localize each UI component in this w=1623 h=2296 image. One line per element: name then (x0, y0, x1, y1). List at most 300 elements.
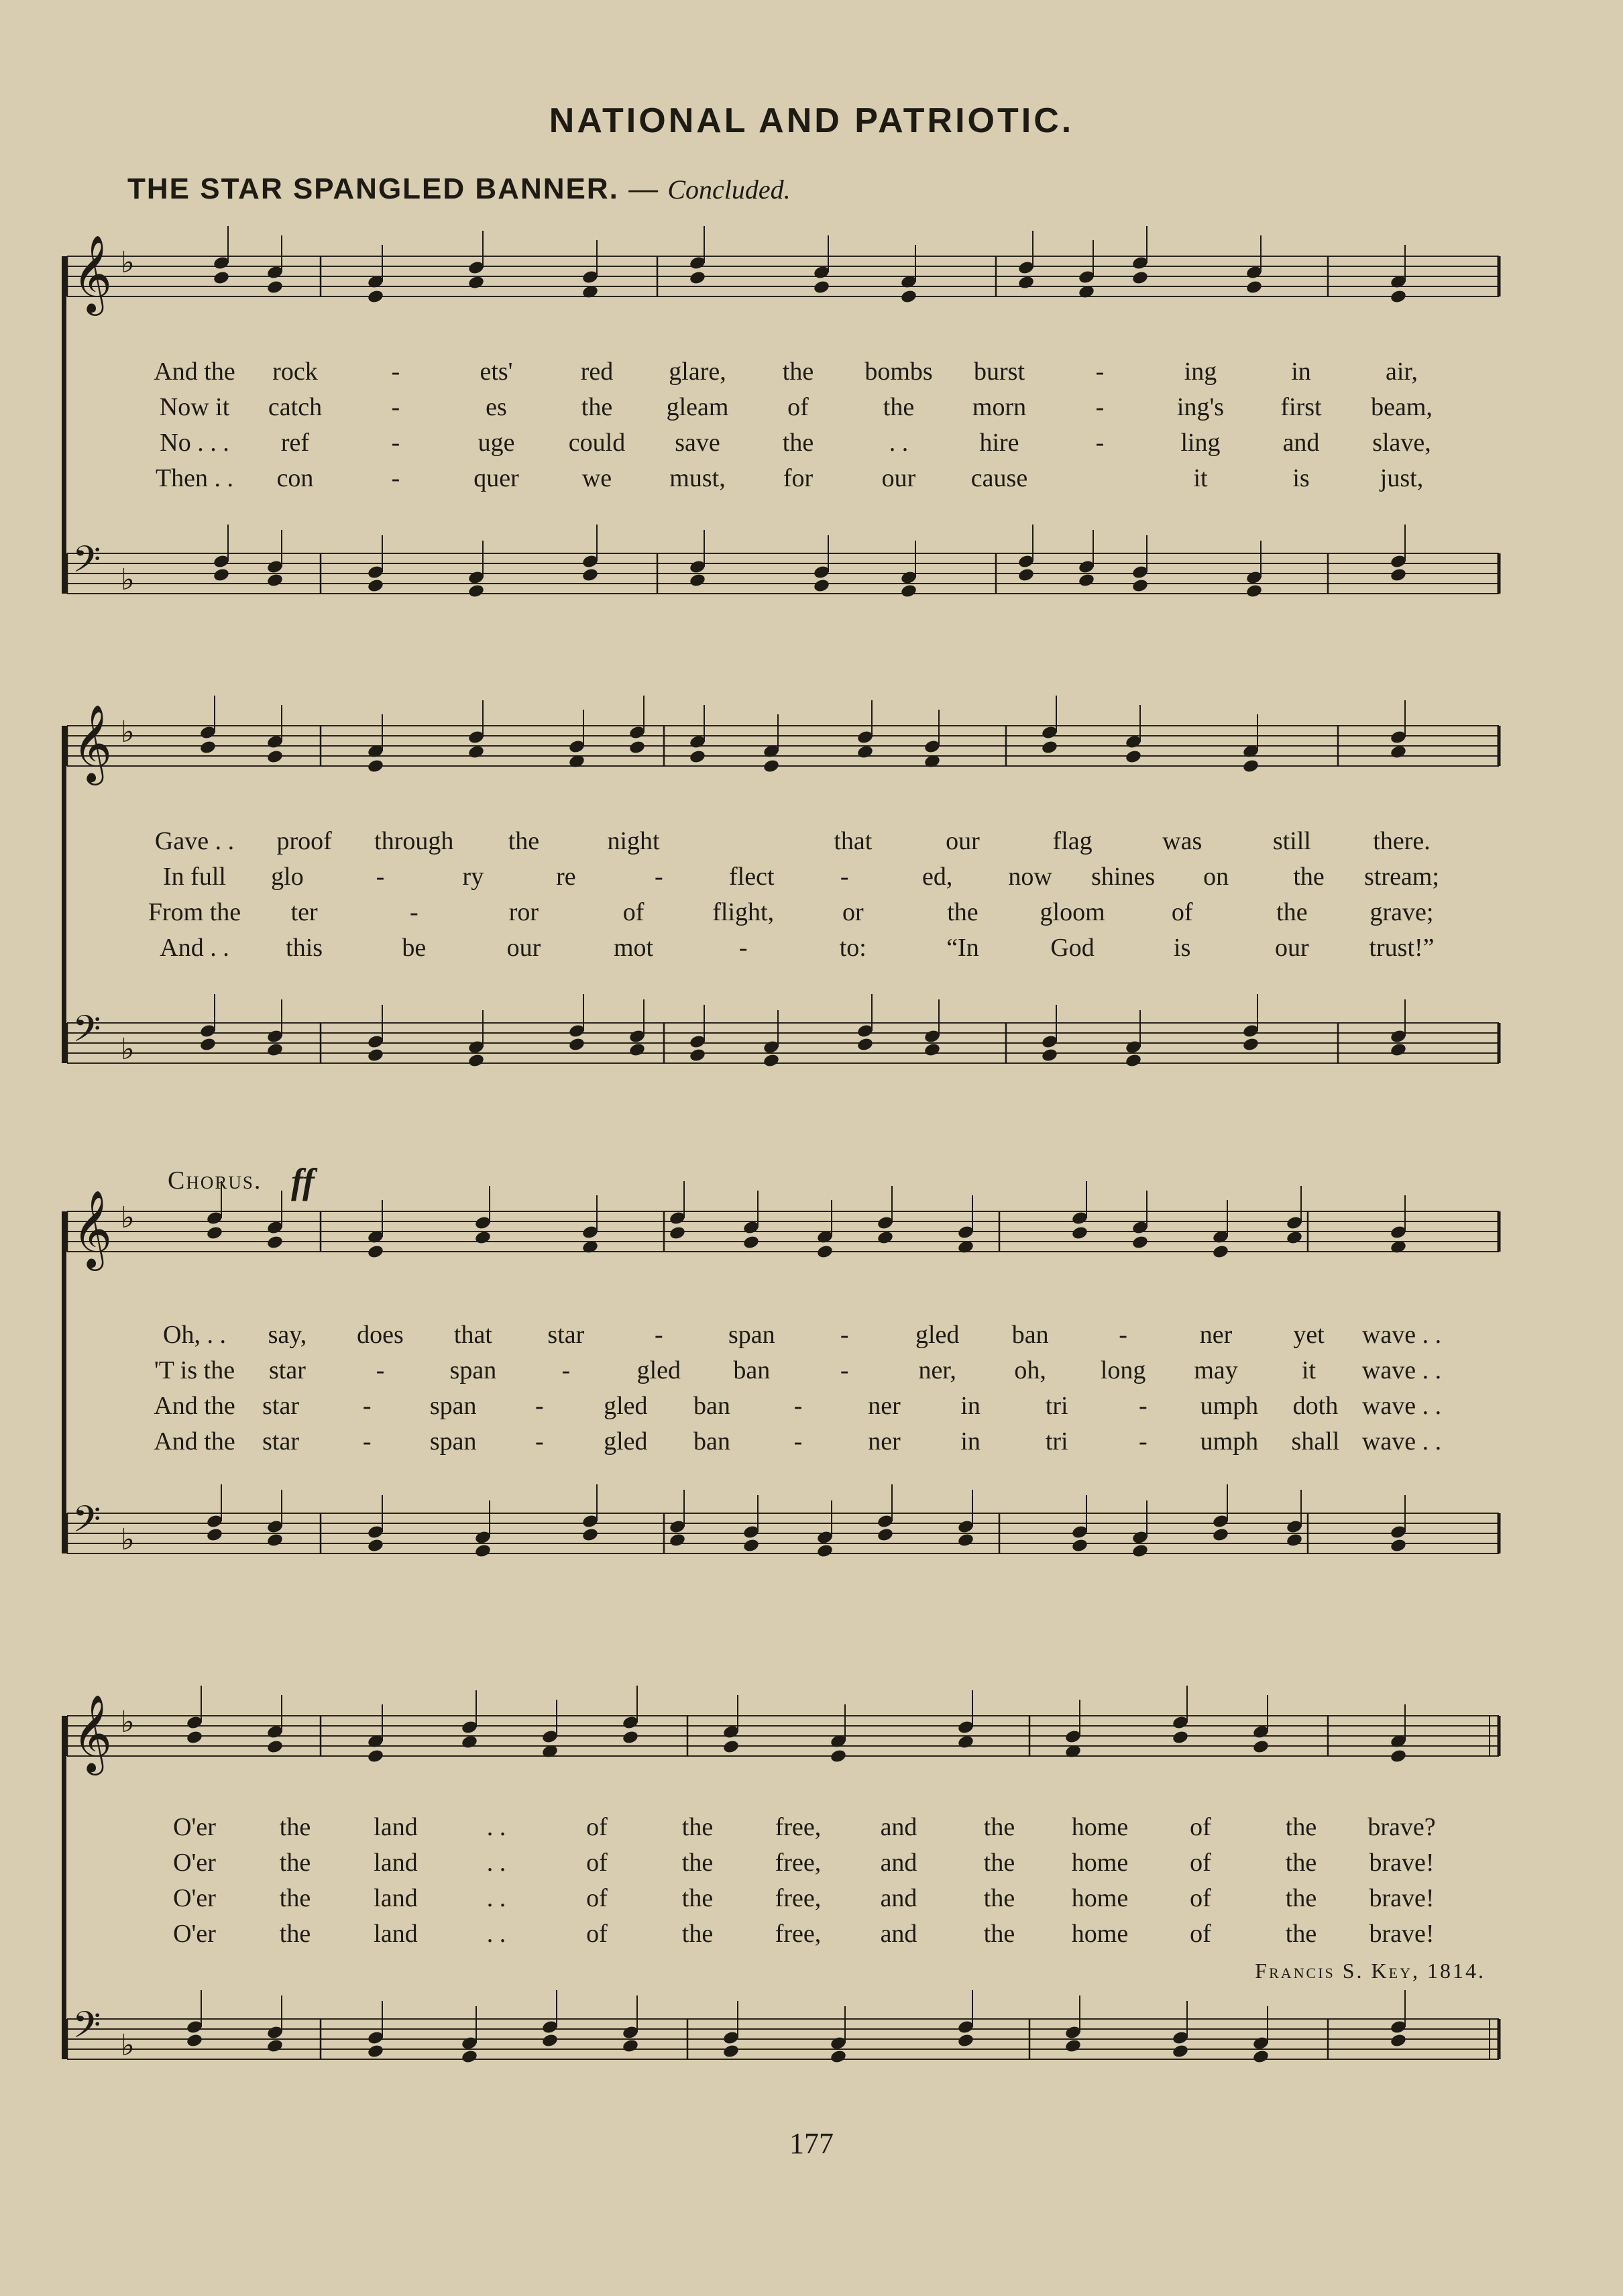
lyric-syllable: we (581, 464, 612, 492)
lyric-syllable: span (429, 1427, 477, 1456)
lyric-syllable: cause (970, 464, 1028, 492)
lyric-syllable: our (506, 934, 541, 962)
flat-icon: ♭ (121, 1201, 135, 1235)
lyric-syllable: first (1280, 393, 1322, 421)
lyric-syllable: ban (693, 1392, 730, 1420)
lyric-syllable: - (362, 1427, 372, 1456)
lyric-verse-3 (0, 427, 1623, 459)
note-head (689, 749, 706, 765)
note-head (900, 584, 917, 599)
flat-icon: ♭ (121, 563, 135, 597)
note-head (622, 2038, 639, 2054)
lyric-syllable: slave, (1372, 429, 1431, 457)
lyric-syllable: O'er (173, 1813, 216, 1841)
lyric-syllable: through (374, 827, 454, 855)
lyric-syllable: the (581, 393, 613, 421)
lyric-syllable: ner (868, 1392, 901, 1420)
lyric-syllable: on (1203, 863, 1229, 891)
lyric-syllable: ror (508, 898, 539, 926)
lyric-syllable: the (1276, 898, 1308, 926)
lyric-syllable: home (1071, 1884, 1129, 1912)
lyric-syllable: - (561, 1356, 571, 1384)
lyric-syllable: brave! (1369, 1849, 1435, 1877)
lyric-syllable: In full (163, 863, 226, 891)
bass-clef-icon: 𝄢 (72, 1498, 101, 1549)
lyric-syllable: uge (478, 429, 515, 457)
lyric-syllable: free, (775, 1884, 822, 1912)
lyric-syllable: the (883, 393, 915, 421)
lyric-syllable: and (880, 1813, 917, 1841)
lyric-syllable: that (834, 827, 873, 855)
lyric-syllable: - (793, 1427, 803, 1456)
lyric-syllable: land (374, 1813, 418, 1841)
lyric-syllable: flag (1052, 827, 1093, 855)
note-head (622, 1730, 639, 1745)
lyric-syllable: in (960, 1392, 981, 1420)
lyric-syllable: the (947, 898, 978, 926)
lyric-syllable: - (840, 863, 849, 891)
lyric-syllable: the (681, 1813, 714, 1841)
lyric-syllable: in (960, 1427, 981, 1456)
note-head (1242, 1037, 1260, 1052)
note-head (467, 584, 485, 599)
lyric-syllable: rock (272, 358, 318, 386)
lyric-syllable: the (782, 429, 814, 457)
lyric-syllable: bombs (864, 358, 933, 386)
lyric-syllable: home (1071, 1813, 1129, 1841)
composer-credit: Francis S. Key, 1814. (1255, 1959, 1486, 1983)
lyric-verse-2 (0, 1354, 1623, 1386)
lyric-syllable: . . (486, 1849, 506, 1877)
lyric-syllable: the (1293, 863, 1325, 891)
lyric-syllable: free, (775, 1920, 822, 1948)
lyric-syllable: ter (290, 898, 318, 926)
lyric-syllable: - (793, 1392, 803, 1420)
note-head (186, 2033, 203, 2048)
note-head (1390, 289, 1407, 305)
lyric-syllable: ry (462, 863, 484, 891)
note-head (1252, 1739, 1270, 1755)
lyric-syllable: gled (636, 1356, 681, 1384)
note-head (1131, 270, 1149, 286)
note-head (367, 2044, 384, 2059)
note-head (1125, 749, 1142, 765)
lyric-syllable: God (1050, 934, 1095, 962)
note-head (856, 1037, 874, 1052)
note-head (1172, 1730, 1189, 1745)
lyric-verse-1 (0, 1811, 1623, 1843)
note-head (1390, 745, 1407, 760)
lyric-syllable: our (1275, 934, 1309, 962)
lyric-verse-2 (0, 1847, 1623, 1879)
flat-icon: ♭ (121, 245, 135, 280)
lyric-syllable: es (486, 393, 507, 421)
lyric-syllable: ban (733, 1356, 771, 1384)
lyric-syllable: is (1174, 934, 1191, 962)
lyric-syllable: long (1100, 1356, 1146, 1384)
treble-clef-icon: 𝄞 (72, 704, 113, 782)
lyric-syllable: ban (693, 1427, 730, 1456)
lyric-syllable: - (376, 863, 385, 891)
note-head (467, 1053, 485, 1069)
treble-clef-icon: 𝄞 (72, 234, 113, 313)
lyric-syllable: con (276, 464, 314, 492)
lyric-verse-2 (0, 861, 1623, 893)
lyric-syllable: of (1190, 1884, 1211, 1912)
lyric-syllable: does (357, 1321, 404, 1349)
lyric-syllable: wave . . (1361, 1427, 1442, 1456)
flat-icon: ♭ (121, 1032, 135, 1067)
note-head (1390, 1042, 1407, 1058)
flat-icon: ♭ (121, 1705, 135, 1739)
lyric-syllable: say, (268, 1321, 307, 1349)
lyric-syllable: . . (486, 1884, 506, 1912)
lyric-syllable: is (1292, 464, 1310, 492)
note-head (1071, 1538, 1088, 1553)
lyric-syllable: re (556, 863, 576, 891)
lyric-syllable: yet (1293, 1321, 1325, 1349)
title-suffix: Concluded. (667, 174, 791, 205)
lyric-syllable: for (783, 464, 814, 492)
lyric-syllable: - (362, 1392, 372, 1420)
lyric-syllable: was (1162, 827, 1202, 855)
lyric-syllable: - (535, 1427, 544, 1456)
lyric-syllable: that (453, 1321, 492, 1349)
note-head (877, 1230, 894, 1246)
lyric-syllable: mot (613, 934, 654, 962)
note-head (816, 1244, 834, 1260)
lyric-syllable: burst (974, 358, 1025, 386)
lyric-syllable: and (1282, 429, 1320, 457)
note-head (877, 1527, 894, 1543)
lyric-syllable: - (1138, 1392, 1148, 1420)
lyric-syllable: Gave . . (154, 827, 235, 855)
lyric-syllable: shines (1091, 863, 1156, 891)
note-head (367, 289, 384, 305)
note-head (669, 1225, 686, 1241)
lyric-syllable: red (580, 358, 614, 386)
lyric-syllable: gloom (1040, 898, 1105, 926)
lyric-syllable: of (586, 1849, 608, 1877)
music-system-3 (0, 1160, 1623, 1590)
note-head (669, 1533, 686, 1548)
note-head (813, 578, 830, 594)
lyric-syllable: - (1119, 1321, 1127, 1349)
lyric-syllable: umph (1200, 1392, 1259, 1420)
note-head (1131, 1235, 1149, 1250)
note-head (1017, 567, 1035, 583)
lyric-syllable: Now it (159, 393, 230, 421)
lyric-syllable: free, (775, 1813, 822, 1841)
lyric-syllable: of (586, 1920, 608, 1948)
lyric-syllable: hire (979, 429, 1019, 457)
note-head (1064, 2038, 1082, 2054)
note-head (1041, 1048, 1058, 1063)
note-head (742, 1538, 760, 1553)
lyric-syllable: - (1095, 358, 1105, 386)
lyric-syllable: the (1285, 1920, 1317, 1948)
lyric-syllable: the (782, 358, 814, 386)
lyric-syllable: . . (889, 429, 909, 457)
note-head (461, 2049, 478, 2065)
lyric-syllable: the (508, 827, 540, 855)
note-head (266, 1739, 284, 1755)
note-head (213, 270, 230, 286)
note-head (722, 1739, 740, 1755)
lyric-verse-3 (0, 1390, 1623, 1422)
lyric-syllable: the (1285, 1849, 1317, 1877)
lyric-syllable: flect (729, 863, 775, 891)
note-head (689, 1048, 706, 1063)
note-head (628, 1042, 646, 1058)
note-head (1041, 740, 1058, 755)
lyric-syllable: of (1190, 1849, 1211, 1877)
lyric-syllable: span (449, 1356, 497, 1384)
lyric-syllable: star (262, 1392, 299, 1420)
lyric-syllable: - (535, 1392, 544, 1420)
lyric-syllable: tri (1045, 1427, 1068, 1456)
lyric-syllable: now (1008, 863, 1052, 891)
lyric-syllable: or (842, 898, 864, 926)
lyric-syllable: free, (775, 1849, 822, 1877)
note-head (474, 1230, 492, 1246)
lyric-syllable: just, (1380, 464, 1424, 492)
lyric-syllable: gled (604, 1427, 648, 1456)
lyric-syllable: ban (1011, 1321, 1049, 1349)
note-head (830, 1749, 847, 1764)
flat-icon: ♭ (121, 2028, 135, 2063)
lyric-syllable: the (983, 1884, 1015, 1912)
note-head (266, 1235, 284, 1250)
note-head (186, 1730, 203, 1745)
note-head (581, 1527, 599, 1543)
lyric-syllable: O'er (173, 1920, 216, 1948)
lyric-syllable: of (1190, 1920, 1211, 1948)
note-head (1286, 1230, 1303, 1246)
lyric-syllable: must, (669, 464, 726, 492)
note-head (813, 280, 830, 295)
lyric-syllable: to: (839, 934, 866, 962)
note-head (581, 567, 599, 583)
lyric-syllable: star (262, 1427, 299, 1456)
lyric-syllable: stream; (1364, 863, 1439, 891)
lyric-syllable: O'er (173, 1884, 216, 1912)
note-head (266, 1533, 284, 1548)
page-number: 177 (789, 2127, 834, 2160)
lyric-syllable: O'er (173, 1849, 216, 1877)
lyric-syllable: and (880, 1920, 917, 1948)
lyric-syllable: of (586, 1813, 608, 1841)
note-head (689, 270, 706, 286)
note-head (474, 1543, 492, 1559)
lyric-syllable: it (1301, 1356, 1317, 1384)
lyric-syllable: doth (1292, 1392, 1339, 1420)
lyric-syllable: - (738, 934, 748, 962)
lyric-syllable: may (1194, 1356, 1238, 1384)
lyric-syllable: wave . . (1361, 1356, 1442, 1384)
lyric-syllable: ed, (922, 863, 953, 891)
note-head (367, 1048, 384, 1063)
lyric-syllable: catch (268, 393, 323, 421)
lyric-syllable: grave; (1369, 898, 1434, 926)
note-head (763, 759, 780, 774)
lyric-syllable: - (1095, 393, 1105, 421)
lyric-syllable: - (391, 393, 400, 421)
lyric-verse-2 (0, 391, 1623, 423)
note-head (957, 1735, 974, 1750)
note-head (367, 1244, 384, 1260)
lyric-verse-1 (0, 356, 1623, 388)
dynamic-marking: ff (291, 1161, 315, 1201)
note-head (1390, 1538, 1407, 1553)
lyric-syllable: the (279, 1920, 311, 1948)
lyric-syllable: the (279, 1884, 311, 1912)
music-system-4 (0, 1670, 1623, 2099)
note-head (1390, 1749, 1407, 1764)
lyric-syllable: ner, (918, 1356, 956, 1384)
lyric-syllable: the (1285, 1884, 1317, 1912)
lyric-syllable: And the (154, 1392, 235, 1420)
note-head (856, 745, 874, 760)
lyric-syllable: air, (1385, 358, 1418, 386)
lyric-syllable: wave . . (1361, 1321, 1442, 1349)
lyric-syllable: flight, (712, 898, 775, 926)
lyric-syllable: proof (276, 827, 332, 855)
lyric-syllable: star (547, 1321, 585, 1349)
lyric-syllable: glare, (669, 358, 726, 386)
note-head (1078, 573, 1095, 588)
lyric-syllable: the (681, 1884, 714, 1912)
note-head (1245, 280, 1263, 295)
lyric-syllable: span (728, 1321, 775, 1349)
lyric-syllable: star (269, 1356, 306, 1384)
note-head (1172, 2044, 1189, 2059)
lyric-verse-3 (0, 896, 1623, 928)
lyric-syllable: oh, (1014, 1356, 1046, 1384)
chorus-label: Chorus. (168, 1166, 262, 1195)
lyric-syllable: 'T is the (154, 1356, 235, 1384)
note-head (830, 2049, 847, 2065)
lyric-syllable: gled (604, 1392, 648, 1420)
lyric-syllable: the (1285, 1813, 1317, 1841)
note-head (1245, 584, 1263, 599)
note-head (957, 1533, 974, 1548)
lyric-syllable: glo (271, 863, 304, 891)
lyric-syllable: and (880, 1849, 917, 1877)
flat-icon: ♭ (121, 715, 135, 749)
lyric-syllable: brave! (1369, 1884, 1435, 1912)
lyric-syllable: - (391, 358, 400, 386)
note-head (1390, 2033, 1407, 2048)
note-head (1131, 1543, 1149, 1559)
note-head (541, 2033, 559, 2048)
lyric-syllable: - (1138, 1427, 1148, 1456)
lyric-verse-1 (0, 825, 1623, 857)
note-head (628, 740, 646, 755)
note-head (1125, 1053, 1142, 1069)
lyric-syllable: in (1291, 358, 1311, 386)
lyric-syllable: land (374, 1849, 418, 1877)
lyric-syllable: our (881, 464, 916, 492)
lyric-syllable: ling (1180, 429, 1221, 457)
page-header: NATIONAL AND PATRIOTIC. (549, 101, 1074, 140)
lyric-syllable: the (983, 1849, 1015, 1877)
note-head (266, 749, 284, 765)
lyric-syllable: the (983, 1813, 1015, 1841)
note-head (206, 1527, 223, 1543)
lyric-syllable: wave . . (1361, 1392, 1442, 1420)
note-head (816, 1543, 834, 1559)
note-head (1242, 759, 1260, 774)
note-head (924, 1042, 941, 1058)
note-head (1286, 1533, 1303, 1548)
system-bracket (62, 256, 66, 594)
lyric-verse-4 (0, 1425, 1623, 1458)
note-head (367, 759, 384, 774)
note-head (206, 1225, 223, 1241)
lyric-syllable: ner (1199, 1321, 1233, 1349)
note-head (461, 1735, 478, 1750)
lyric-syllable: the (681, 1849, 714, 1877)
lyric-syllable: gled (915, 1321, 960, 1349)
lyric-syllable: And the (154, 1427, 235, 1456)
lyric-syllable: brave? (1367, 1813, 1436, 1841)
lyric-syllable: And . . (160, 934, 229, 962)
lyric-syllable: And the (154, 358, 235, 386)
note-head (763, 1053, 780, 1069)
lyric-syllable: - (391, 464, 400, 492)
lyric-syllable: land (374, 1920, 418, 1948)
lyric-syllable: From the (148, 898, 241, 926)
system-bracket (62, 726, 66, 1063)
lyric-syllable: of (1190, 1813, 1211, 1841)
lyric-syllable: our (946, 827, 980, 855)
lyric-syllable: span (429, 1392, 477, 1420)
lyric-syllable: - (840, 1321, 849, 1349)
lyric-syllable: - (1095, 429, 1105, 457)
note-head (722, 2044, 740, 2059)
flat-icon: ♭ (121, 1523, 135, 1557)
note-head (1252, 2049, 1270, 2065)
lyric-syllable: gleam (666, 393, 729, 421)
note-head (568, 1037, 585, 1052)
note-head (1390, 567, 1407, 583)
lyric-syllable: this (286, 934, 323, 962)
lyric-syllable: home (1071, 1920, 1129, 1948)
lyric-verse-4 (0, 1918, 1623, 1950)
note-head (199, 1037, 217, 1052)
bass-clef-icon: 𝄢 (72, 2004, 101, 2055)
lyric-syllable: ner (868, 1427, 901, 1456)
note-head (467, 745, 485, 760)
lyric-syllable: of (1171, 898, 1193, 926)
note-head (199, 740, 217, 755)
title-dash: — (628, 172, 659, 205)
note-head (266, 280, 284, 295)
lyric-syllable: and (880, 1884, 917, 1912)
treble-clef-icon: 𝄞 (72, 1189, 113, 1268)
lyric-syllable: - (654, 1321, 663, 1349)
lyric-verse-4 (0, 932, 1623, 964)
lyric-syllable: of (622, 898, 645, 926)
lyric-syllable: there. (1373, 827, 1431, 855)
lyric-syllable: - (654, 863, 663, 891)
lyric-syllable: night (607, 827, 660, 855)
note-head (900, 289, 917, 305)
lyric-syllable: save (675, 429, 720, 457)
lyric-syllable: trust!” (1369, 934, 1435, 962)
note-head (742, 1235, 760, 1250)
